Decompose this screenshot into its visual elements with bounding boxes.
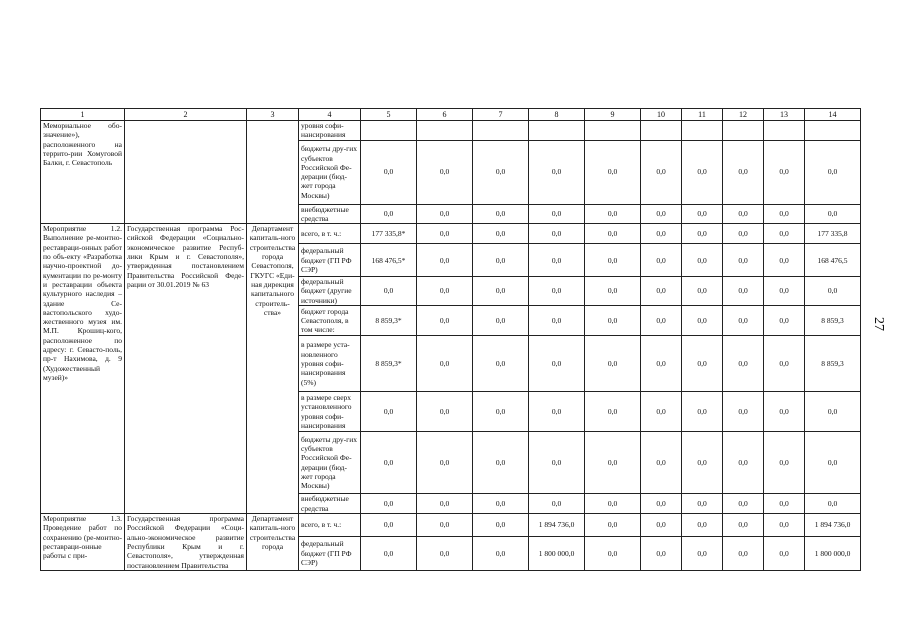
- amount-cell: [682, 121, 723, 141]
- amount-cell: 0,0: [641, 494, 682, 514]
- amount-cell: 0,0: [641, 140, 682, 204]
- amount-cell: 0,0: [641, 392, 682, 432]
- amount-cell: 1 800 000,0: [805, 536, 861, 570]
- amount-cell: 0,0: [473, 224, 529, 244]
- program-cell: [125, 121, 247, 224]
- amount-cell: 0,0: [723, 277, 764, 306]
- amount-cell: 0,0: [361, 432, 417, 494]
- amount-cell: 0,0: [723, 432, 764, 494]
- amount-cell: [764, 121, 805, 141]
- amount-cell: 0,0: [641, 204, 682, 224]
- amount-cell: 0,0: [723, 224, 764, 244]
- amount-cell: 0,0: [361, 536, 417, 570]
- amount-cell: 0,0: [682, 336, 723, 392]
- amount-cell: 0,0: [361, 494, 417, 514]
- funding-source-cell: всего, в т. ч.:: [299, 224, 361, 244]
- amount-cell: 0,0: [529, 336, 585, 392]
- amount-cell: 0,0: [805, 277, 861, 306]
- amount-cell: 0,0: [641, 224, 682, 244]
- header-cell: 3: [247, 109, 299, 121]
- funding-source-cell: федеральный бюджет (ГП РФ СЭР): [299, 536, 361, 570]
- amount-cell: 0,0: [585, 514, 641, 536]
- amount-cell: 0,0: [805, 204, 861, 224]
- header-cell: 14: [805, 109, 861, 121]
- amount-cell: 0,0: [361, 277, 417, 306]
- program-cell: Государственная программа Рос-сийской Федерации «Социально-экономическое развитие Респуб-лики Крым и г. Севастополя», утвержденная постановлением Правительства Российской Феде-рации от 30.01.2019 № 63: [125, 224, 247, 514]
- header-cell: 9: [585, 109, 641, 121]
- amount-cell: 0,0: [723, 306, 764, 336]
- amount-cell: 0,0: [585, 244, 641, 277]
- amount-cell: [585, 121, 641, 141]
- amount-cell: 0,0: [529, 204, 585, 224]
- amount-cell: 0,0: [417, 536, 473, 570]
- table-row: [41, 224, 861, 244]
- amount-cell: 0,0: [585, 140, 641, 204]
- header-cell: 7: [473, 109, 529, 121]
- amount-cell: 168 476,5*: [361, 244, 417, 277]
- amount-cell: 0,0: [417, 277, 473, 306]
- amount-cell: 0,0: [641, 536, 682, 570]
- amount-cell: 0,0: [473, 140, 529, 204]
- header-cell: 4: [299, 109, 361, 121]
- amount-cell: 0,0: [361, 204, 417, 224]
- amount-cell: 0,0: [585, 224, 641, 244]
- amount-cell: 0,0: [417, 224, 473, 244]
- funding-source-cell: федеральный бюджет (ГП РФ СЭР): [299, 244, 361, 277]
- funding-source-cell: всего, в т. ч.:: [299, 514, 361, 536]
- amount-cell: 0,0: [723, 140, 764, 204]
- amount-cell: 0,0: [723, 392, 764, 432]
- amount-cell: 0,0: [805, 494, 861, 514]
- amount-cell: 0,0: [764, 514, 805, 536]
- amount-cell: [723, 121, 764, 141]
- header-cell: 12: [723, 109, 764, 121]
- funding-source-cell: в размере уста-новленного уровня софи-нансирования (5%): [299, 336, 361, 392]
- executor-cell: Департамент капиталь-ного строительства города Севастополя, ГКУГС «Еди-ная дирекция капитального строитель-ства»: [247, 224, 299, 514]
- amount-cell: 0,0: [723, 244, 764, 277]
- funding-source-cell: внебюджетные средства: [299, 204, 361, 224]
- amount-cell: 0,0: [473, 204, 529, 224]
- amount-cell: 0,0: [473, 277, 529, 306]
- amount-cell: 8 859,3: [805, 306, 861, 336]
- amount-cell: 168 476,5: [805, 244, 861, 277]
- header-cell: 5: [361, 109, 417, 121]
- amount-cell: 0,0: [473, 432, 529, 494]
- amount-cell: 0,0: [723, 514, 764, 536]
- amount-cell: 0,0: [473, 514, 529, 536]
- amount-cell: 0,0: [682, 140, 723, 204]
- amount-cell: 0,0: [764, 336, 805, 392]
- amount-cell: [529, 121, 585, 141]
- amount-cell: 0,0: [417, 336, 473, 392]
- amount-cell: 0,0: [585, 392, 641, 432]
- amount-cell: 0,0: [641, 336, 682, 392]
- budget-table: [40, 108, 861, 571]
- amount-cell: 0,0: [585, 306, 641, 336]
- amount-cell: 0,0: [682, 392, 723, 432]
- amount-cell: 0,0: [585, 494, 641, 514]
- amount-cell: 0,0: [473, 306, 529, 336]
- amount-cell: 0,0: [764, 277, 805, 306]
- funding-source-cell: бюджет города Севастополя, в том числе:: [299, 306, 361, 336]
- amount-cell: 0,0: [682, 432, 723, 494]
- amount-cell: 0,0: [723, 204, 764, 224]
- activity-name-cell: Мероприятие 1.2. Выполнение ре-монтно-реставраци-онных работ по объ-екту «Разработка научно-проектной до-кументации по ре-монту и реставрации объекта культурного наследия – здание Се-вастопольского худо-жественного музея им. М.П. Крошиц-кого, расположенное по адресу: г. Севасто-поль, пр-т Нахимова, д. 9 (Художественный музей)»: [41, 224, 125, 514]
- amount-cell: 0,0: [529, 306, 585, 336]
- amount-cell: [361, 121, 417, 141]
- amount-cell: 0,0: [682, 536, 723, 570]
- executor-cell: [247, 121, 299, 224]
- table-row: [41, 121, 861, 141]
- amount-cell: 0,0: [682, 514, 723, 536]
- amount-cell: 8 859,3*: [361, 336, 417, 392]
- amount-cell: 0,0: [764, 204, 805, 224]
- funding-source-cell: внебюджетные средства: [299, 494, 361, 514]
- amount-cell: 0,0: [417, 514, 473, 536]
- amount-cell: 0,0: [764, 432, 805, 494]
- amount-cell: 0,0: [585, 277, 641, 306]
- amount-cell: 0,0: [641, 306, 682, 336]
- amount-cell: 0,0: [417, 392, 473, 432]
- amount-cell: 0,0: [805, 432, 861, 494]
- amount-cell: 0,0: [529, 277, 585, 306]
- amount-cell: [805, 121, 861, 141]
- amount-cell: 0,0: [361, 140, 417, 204]
- amount-cell: 0,0: [585, 432, 641, 494]
- header-cell: 1: [41, 109, 125, 121]
- amount-cell: 0,0: [529, 494, 585, 514]
- amount-cell: 0,0: [417, 244, 473, 277]
- amount-cell: 0,0: [585, 336, 641, 392]
- amount-cell: 0,0: [764, 244, 805, 277]
- header-cell: 11: [682, 109, 723, 121]
- amount-cell: 0,0: [682, 494, 723, 514]
- amount-cell: 0,0: [585, 536, 641, 570]
- page-number: 27: [871, 317, 886, 331]
- amount-cell: 0,0: [473, 536, 529, 570]
- amount-cell: 0,0: [641, 244, 682, 277]
- amount-cell: 0,0: [473, 392, 529, 432]
- header-cell: 6: [417, 109, 473, 121]
- amount-cell: [641, 121, 682, 141]
- amount-cell: [473, 121, 529, 141]
- amount-cell: 0,0: [805, 392, 861, 432]
- amount-cell: 0,0: [682, 277, 723, 306]
- amount-cell: 0,0: [682, 244, 723, 277]
- amount-cell: 0,0: [473, 336, 529, 392]
- funding-source-cell: бюджеты дру-гих субъектов Российской Фе-дерации (бюд-жет города Москвы): [299, 432, 361, 494]
- amount-cell: 0,0: [764, 392, 805, 432]
- amount-cell: 0,0: [764, 306, 805, 336]
- amount-cell: 0,0: [641, 277, 682, 306]
- amount-cell: 0,0: [764, 536, 805, 570]
- funding-source-cell: в размере сверх установленного уровня софи-нансирования: [299, 392, 361, 432]
- amount-cell: 177 335,8: [805, 224, 861, 244]
- amount-cell: 0,0: [417, 306, 473, 336]
- table-header-row: [41, 109, 861, 121]
- funding-source-cell: уровня софи-нансирования: [299, 121, 361, 141]
- amount-cell: 0,0: [361, 392, 417, 432]
- program-cell: Государственная программа Российской Федерации «Соци-ально-экономическое развитие Республики Крым и г. Севастополя», утвержденная постановлением Правительства: [125, 514, 247, 571]
- amount-cell: 0,0: [641, 514, 682, 536]
- amount-cell: 8 859,3: [805, 336, 861, 392]
- amount-cell: [417, 121, 473, 141]
- executor-cell: Департамент капиталь-ного строительства города: [247, 514, 299, 571]
- header-cell: 13: [764, 109, 805, 121]
- amount-cell: 0,0: [764, 224, 805, 244]
- table-row: [41, 514, 861, 536]
- amount-cell: 0,0: [723, 336, 764, 392]
- amount-cell: 0,0: [529, 140, 585, 204]
- funding-source-cell: федеральный бюджет (другие источники): [299, 277, 361, 306]
- amount-cell: 0,0: [417, 204, 473, 224]
- amount-cell: 0,0: [529, 432, 585, 494]
- amount-cell: 0,0: [417, 494, 473, 514]
- amount-cell: 0,0: [764, 494, 805, 514]
- amount-cell: 0,0: [805, 140, 861, 204]
- amount-cell: 1 894 736,0: [805, 514, 861, 536]
- amount-cell: 0,0: [417, 432, 473, 494]
- amount-cell: 0,0: [473, 244, 529, 277]
- amount-cell: 0,0: [723, 536, 764, 570]
- amount-cell: 0,0: [529, 392, 585, 432]
- header-cell: 8: [529, 109, 585, 121]
- activity-name-cell: Мемориальное обо-значение»), расположенного на террито-рии Хомуговой Балки, г. Севастополь: [41, 121, 125, 224]
- amount-cell: 1 894 736,0: [529, 514, 585, 536]
- amount-cell: 0,0: [529, 244, 585, 277]
- amount-cell: 0,0: [764, 140, 805, 204]
- amount-cell: 0,0: [361, 514, 417, 536]
- funding-source-cell: бюджеты дру-гих субъектов Российской Фе-дерации (бюд-жет города Москвы): [299, 140, 361, 204]
- header-cell: 10: [641, 109, 682, 121]
- amount-cell: 0,0: [682, 204, 723, 224]
- activity-name-cell: Мероприятие 1.3. Проведение работ по сохранению (ре-монтно-реставраци-онные работы с при-: [41, 514, 125, 571]
- amount-cell: 1 800 000,0: [529, 536, 585, 570]
- amount-cell: 0,0: [417, 140, 473, 204]
- amount-cell: 0,0: [682, 306, 723, 336]
- amount-cell: 0,0: [682, 224, 723, 244]
- amount-cell: 177 335,8*: [361, 224, 417, 244]
- amount-cell: 0,0: [723, 494, 764, 514]
- header-cell: 2: [125, 109, 247, 121]
- amount-cell: 0,0: [473, 494, 529, 514]
- amount-cell: 0,0: [529, 224, 585, 244]
- amount-cell: 0,0: [585, 204, 641, 224]
- amount-cell: 8 859,3*: [361, 306, 417, 336]
- amount-cell: 0,0: [641, 432, 682, 494]
